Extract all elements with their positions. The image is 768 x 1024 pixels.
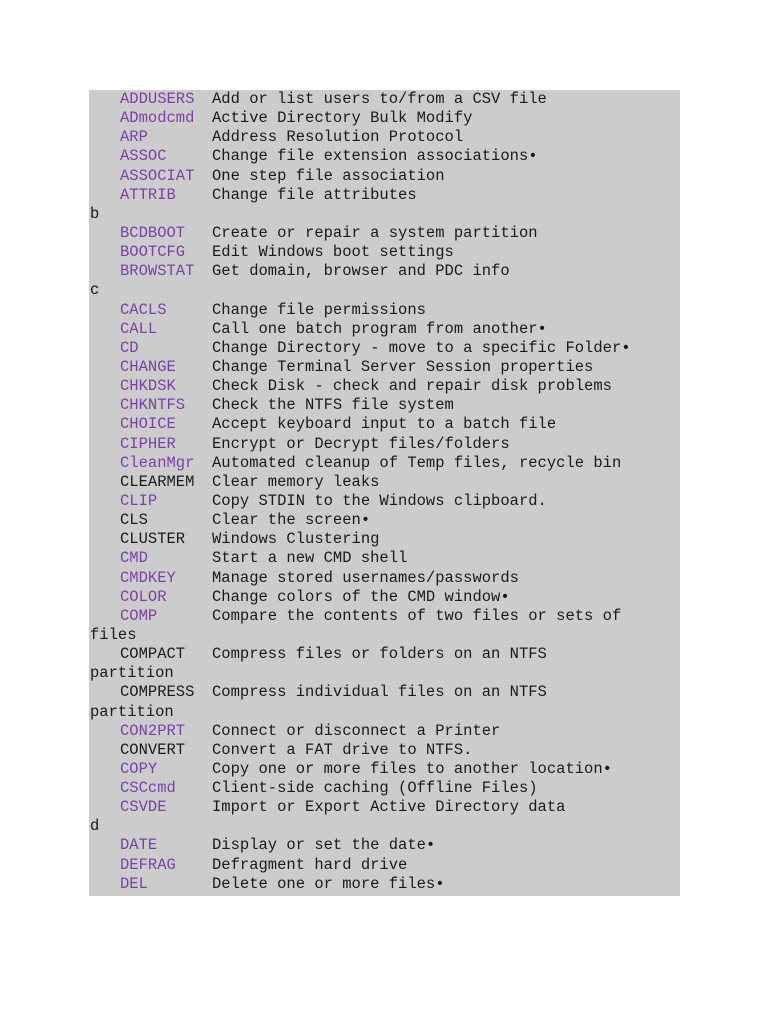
command-row (89, 798, 680, 817)
command-name-link[interactable]: CHKDSK (120, 377, 176, 396)
command-row (89, 683, 680, 702)
command-description: Check Disk - check and repair disk problems (212, 377, 612, 396)
command-name-link[interactable]: CMDKEY (120, 568, 176, 587)
command-description: Compress files or folders on an NTFS (212, 645, 547, 664)
command-row (89, 645, 680, 664)
command-row (89, 415, 680, 434)
command-name-link[interactable]: ATTRIB (120, 185, 176, 204)
command-row (89, 473, 680, 492)
command-name-link[interactable]: CON2PRT (120, 721, 186, 740)
command-description: Change colors of the CMD window• (212, 587, 510, 606)
command-row (89, 454, 680, 473)
section-letter-text: c (90, 281, 100, 300)
command-row (89, 549, 680, 568)
command-description: Check the NTFS file system (212, 396, 454, 415)
command-name: CONVERT (120, 740, 186, 759)
command-name-link[interactable]: ASSOC (120, 147, 167, 166)
command-description: Start a new CMD shell (212, 549, 408, 568)
command-name: CLEARMEM (120, 472, 195, 491)
command-row (89, 435, 680, 454)
command-description: Add or list users to/from a CSV file (212, 90, 547, 108)
command-row (89, 741, 680, 760)
command-description: Display or set the date• (212, 836, 436, 855)
command-row (89, 492, 680, 511)
command-name-link[interactable]: CMD (120, 549, 148, 568)
command-description: Compare the contents of two files or sets of (212, 606, 622, 625)
command-name-link[interactable]: ARP (120, 128, 148, 147)
command-name-link[interactable]: CHANGE (120, 357, 176, 376)
command-name-link[interactable]: BROWSTAT (120, 262, 195, 281)
command-name-link[interactable]: CSVDE (120, 798, 167, 817)
command-row (89, 128, 680, 147)
section-letter (89, 817, 680, 836)
command-name: CLUSTER (120, 530, 186, 549)
command-row (89, 377, 680, 396)
command-description: Compress individual files on an NTFS (212, 683, 547, 702)
command-row (89, 779, 680, 798)
command-name-link[interactable]: ASSOCIAT (120, 166, 195, 185)
wrapped-text (89, 664, 680, 683)
command-row (89, 301, 680, 320)
wrapped-text-content: files (90, 625, 137, 644)
command-row (89, 607, 680, 626)
command-row (89, 339, 680, 358)
command-description: Create or repair a system partition (212, 223, 538, 242)
section-letter-text: d (90, 817, 100, 836)
command-description: Connect or disconnect a Printer (212, 721, 501, 740)
wrapped-text (89, 703, 680, 722)
command-name-link[interactable]: COPY (120, 759, 158, 778)
command-name-link[interactable]: CLIP (120, 491, 158, 510)
command-row (89, 358, 680, 377)
command-row (89, 530, 680, 549)
command-row (89, 511, 680, 530)
command-description: Delete one or more files• (212, 874, 445, 893)
command-row (89, 836, 680, 855)
command-name-link[interactable]: COMP (120, 606, 158, 625)
command-name: CLS (120, 511, 148, 530)
section-letter-text: b (90, 204, 100, 223)
command-name-link[interactable]: DEL (120, 874, 148, 893)
command-description: Convert a FAT drive to NTFS. (212, 740, 473, 759)
command-description: Automated cleanup of Temp files, recycle bin (212, 453, 622, 472)
command-row (89, 320, 680, 339)
command-name: COMPRESS (120, 683, 195, 702)
command-description: Accept keyboard input to a batch file (212, 415, 557, 434)
command-description: One step file association (212, 166, 445, 185)
command-description: Copy STDIN to the Windows clipboard. (212, 491, 547, 510)
command-description: Edit Windows boot settings (212, 243, 454, 262)
command-description: Change file extension associations• (212, 147, 538, 166)
command-name-link[interactable]: COLOR (120, 587, 167, 606)
command-name-link[interactable]: BOOTCFG (120, 243, 186, 262)
command-row (89, 224, 680, 243)
command-description: Defragment hard drive (212, 855, 408, 874)
command-description: Change Directory - move to a specific Folder• (212, 338, 631, 357)
command-name-link[interactable]: ADmodcmd (120, 109, 195, 128)
command-description: Call one batch program from another• (212, 319, 547, 338)
section-letter (89, 205, 680, 224)
command-row (89, 90, 680, 109)
command-description: Import or Export Active Directory data (212, 798, 566, 817)
command-description: Get domain, browser and PDC info (212, 262, 510, 281)
wrapped-text-content: partition (90, 702, 174, 721)
command-name-link[interactable]: CALL (120, 319, 158, 338)
command-list (89, 90, 680, 894)
command-row (89, 760, 680, 779)
command-description: Clear the screen• (212, 511, 371, 530)
command-name-link[interactable]: CHKNTFS (120, 396, 186, 415)
wrapped-text (89, 626, 680, 645)
command-row (89, 569, 680, 588)
command-name-link[interactable]: ADDUSERS (120, 90, 195, 108)
command-description: Encrypt or Decrypt files/folders (212, 434, 510, 453)
command-row (89, 243, 680, 262)
command-name-link[interactable]: CACLS (120, 300, 167, 319)
command-row (89, 588, 680, 607)
command-description: Copy one or more files to another location• (212, 759, 612, 778)
command-row (89, 856, 680, 875)
command-row (89, 262, 680, 281)
command-description: Manage stored usernames/passwords (212, 568, 519, 587)
command-name-link[interactable]: CSCcmd (120, 779, 176, 798)
wrapped-text-content: partition (90, 664, 174, 683)
command-description: Change Terminal Server Session properties (212, 357, 594, 376)
command-name-link[interactable]: CleanMgr (120, 453, 195, 472)
command-description: Clear memory leaks (212, 472, 380, 491)
command-row (89, 875, 680, 894)
command-row (89, 186, 680, 205)
command-description: Change file permissions (212, 300, 426, 319)
command-row (89, 396, 680, 415)
command-row (89, 109, 680, 128)
command-row (89, 147, 680, 166)
command-name-link[interactable]: CD (120, 338, 139, 357)
command-name-link[interactable]: CHOICE (120, 415, 176, 434)
command-description: Address Resolution Protocol (212, 128, 464, 147)
command-name-link[interactable]: CIPHER (120, 434, 176, 453)
command-row (89, 167, 680, 186)
command-description: Windows Clustering (212, 530, 380, 549)
command-name-link[interactable]: DEFRAG (120, 855, 176, 874)
command-description: Active Directory Bulk Modify (212, 109, 473, 128)
command-name-link[interactable]: BCDBOOT (120, 223, 186, 242)
command-name: COMPACT (120, 645, 186, 664)
command-description: Client-side caching (Offline Files) (212, 779, 538, 798)
command-description: Change file attributes (212, 185, 417, 204)
command-row (89, 722, 680, 741)
section-letter (89, 281, 680, 300)
command-name-link[interactable]: DATE (120, 836, 158, 855)
